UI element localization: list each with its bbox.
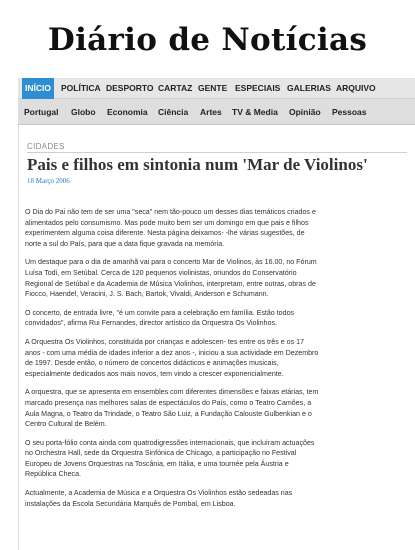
site-logo[interactable]: Diário de Notícias bbox=[47, 22, 368, 58]
nav-item-portugal[interactable]: Portugal bbox=[24, 107, 59, 117]
article-paragraph: Um destaque para o dia de amanhã vai para o concerto Mar de Violinos, às 16.00, no Fórum Luísa Todi, em Setúbal. Cerca de 120 pequenos violinistas, oriundos do Conservatório Regional de Setúbal e da Academia de Música Violinhos, interpretam, entre outras, obras de Fiocco, Haendel, Veracini, J. S. Bach, Bartok, Vivaldi, Anderson e Schumann. bbox=[25, 258, 317, 299]
nav-item-politica[interactable]: POLÍTICA bbox=[61, 83, 101, 93]
nav-item-opiniao[interactable]: Opinião bbox=[289, 107, 321, 117]
article-body bbox=[25, 207, 320, 517]
article-paragraph: O Dia do Pai não tem de ser uma "seca" nem tão-pouco um desses dias temáticos criados e alimentados pelo consumismo. Mas pode muito bem ser um domingo em que pais e filhos experimentem alguma coisa diferente. Nesta página deixamos- -lhe várias sugestões, de norte a sul do País, para que a data fique gravada na memória. bbox=[25, 208, 316, 248]
article-paragraph: A Orquestra Os Violinhos, constituída por crianças e adolescen- tes entre os três e os 17 anos - com uma média de idades inferior a dez anos -, iniciou a sua actividade em Dezembro de 1997. Desde então, o número de concertos didácticos e animações musicais, especialmente dedicados aos mais novos, tem vindo a crescer exponencialmente. bbox=[25, 337, 319, 378]
article-paragraph: Actualmente, a Academia de Música e a Orquestra Os Violinhos estão sedeadas nas instalações da Escola Secundária Marquês de Pombal, em Lisboa. bbox=[25, 489, 293, 508]
nav-item-tv-media[interactable]: TV & Media bbox=[232, 107, 278, 117]
nav-item-artes[interactable]: Artes bbox=[200, 107, 222, 117]
primary-nav bbox=[18, 78, 415, 99]
nav-item-inicio[interactable]: INÍCIO bbox=[22, 78, 54, 99]
article-paragraph: O seu porta-fólio conta ainda com quatrodigressões internacionais, que incluíram actuações no Orchestra Hall, sede da Orquestra Sinfónica de Chicago, a participação no Festival Europeu de Jovens Orquestras na Toscânia, em Itália, e uma tournée pela Áustria e República Checa. bbox=[25, 438, 315, 479]
article-paragraph: A orquestra, que se apresenta em ensembles com diferentes dimensões e faixas etárias, tem marcado presença nas melhores salas de espectáculos do País, como o Teatro Camões, a Aula Magna, o Teatro da Trindade, o Teatro São Luiz, a Fundação Calouste Gulbenkian e o Centro Cultural de Belém. bbox=[25, 388, 319, 429]
nav-item-galerias[interactable]: GALERIAS bbox=[287, 83, 331, 93]
nav-item-especiais[interactable]: ESPECIAIS bbox=[235, 83, 281, 93]
nav-item-arquivo[interactable]: ARQUIVO bbox=[336, 83, 376, 93]
article-paragraph: O concerto, de entrada livre, "é um convite para a celebração em família. Estão todos convidados", afirma Rui Fernandes, director artístico da Orquestra Os Violinhos. bbox=[25, 308, 295, 328]
masthead bbox=[0, 0, 415, 78]
nav-item-pessoas[interactable]: Pessoas bbox=[332, 107, 367, 117]
nav-item-economia[interactable]: Economia bbox=[107, 107, 148, 117]
nav-item-gente[interactable]: GENTE bbox=[198, 83, 228, 93]
article-headline: Pais e filhos em sintonia num 'Mar de Violinos' bbox=[27, 155, 368, 174]
nav-item-cartaz[interactable]: CARTAZ bbox=[158, 83, 193, 93]
nav-item-globo[interactable]: Globo bbox=[71, 107, 96, 117]
section-divider bbox=[27, 152, 407, 153]
secondary-nav bbox=[18, 99, 415, 125]
article-date: 18 Março 2006 bbox=[27, 177, 70, 185]
section-label[interactable]: CIDADES bbox=[27, 142, 65, 151]
article bbox=[18, 125, 415, 550]
nav-item-desporto[interactable]: DESPORTO bbox=[106, 83, 154, 93]
nav-item-ciencia[interactable]: Ciência bbox=[158, 107, 189, 117]
